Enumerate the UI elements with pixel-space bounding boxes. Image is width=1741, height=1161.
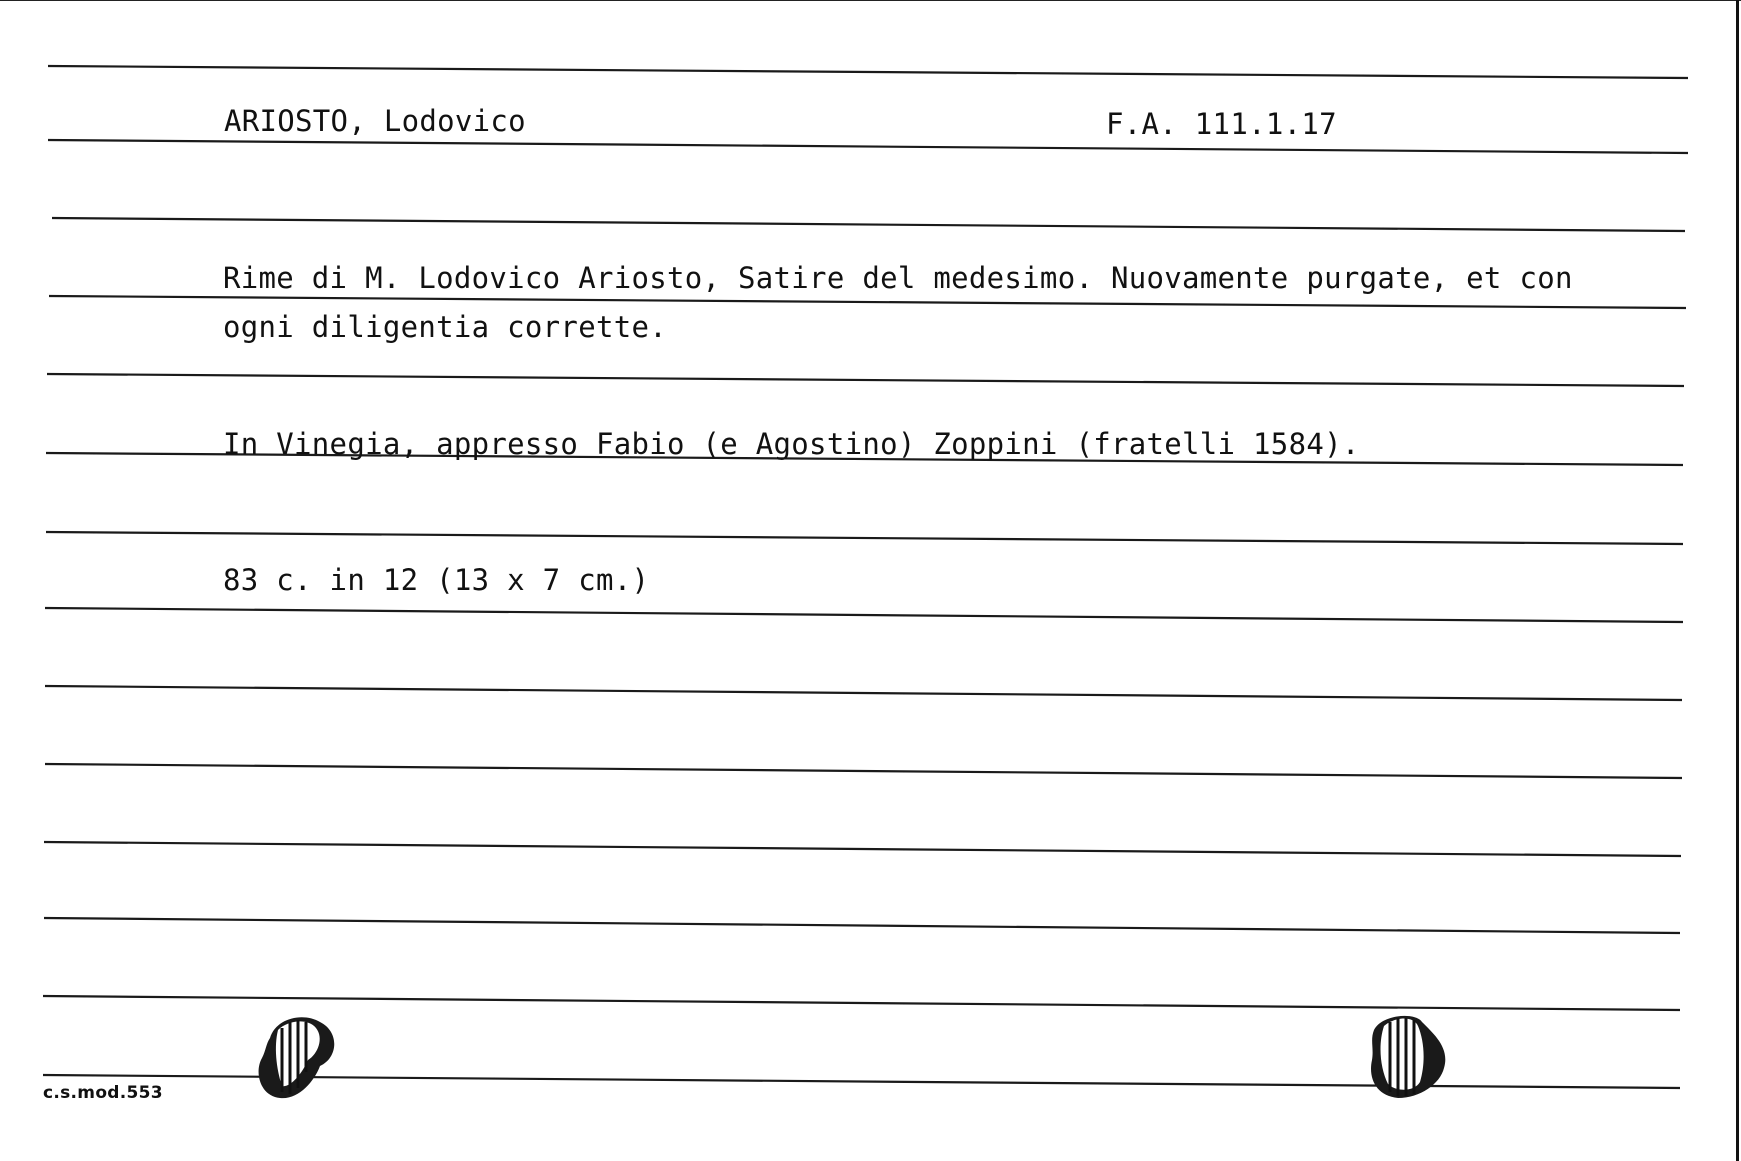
form-code: c.s.mod.553 [43, 1083, 163, 1103]
shelfmark: F.A. 111.1.17 [1106, 107, 1337, 141]
rule-line [52, 218, 1685, 231]
rule-line [45, 764, 1682, 778]
title-line-1: Rime di M. Lodovico Ariosto, Satire del medesimo. Nuovamente purgate, et con [223, 261, 1573, 295]
heading-author: ARIOSTO, Lodovico [224, 104, 526, 138]
rule-line [46, 532, 1683, 544]
rule-line [49, 296, 1686, 308]
rule-line [47, 374, 1684, 386]
rule-line [44, 842, 1681, 856]
rule-line [48, 66, 1688, 78]
rule-line [48, 140, 1688, 153]
collation: 83 c. in 12 (13 x 7 cm.) [223, 563, 650, 597]
rule-line [45, 686, 1682, 700]
title-line-2: ogni diligentia corrette. [223, 310, 667, 344]
rule-line [44, 918, 1680, 933]
rule-line [45, 608, 1683, 622]
imprint: In Vinegia, appresso Fabio (e Agostino) Zoppini (fratelli 1584). [223, 427, 1360, 461]
punch-hole-icon [1360, 1008, 1456, 1104]
punch-hole-icon [248, 1008, 344, 1104]
